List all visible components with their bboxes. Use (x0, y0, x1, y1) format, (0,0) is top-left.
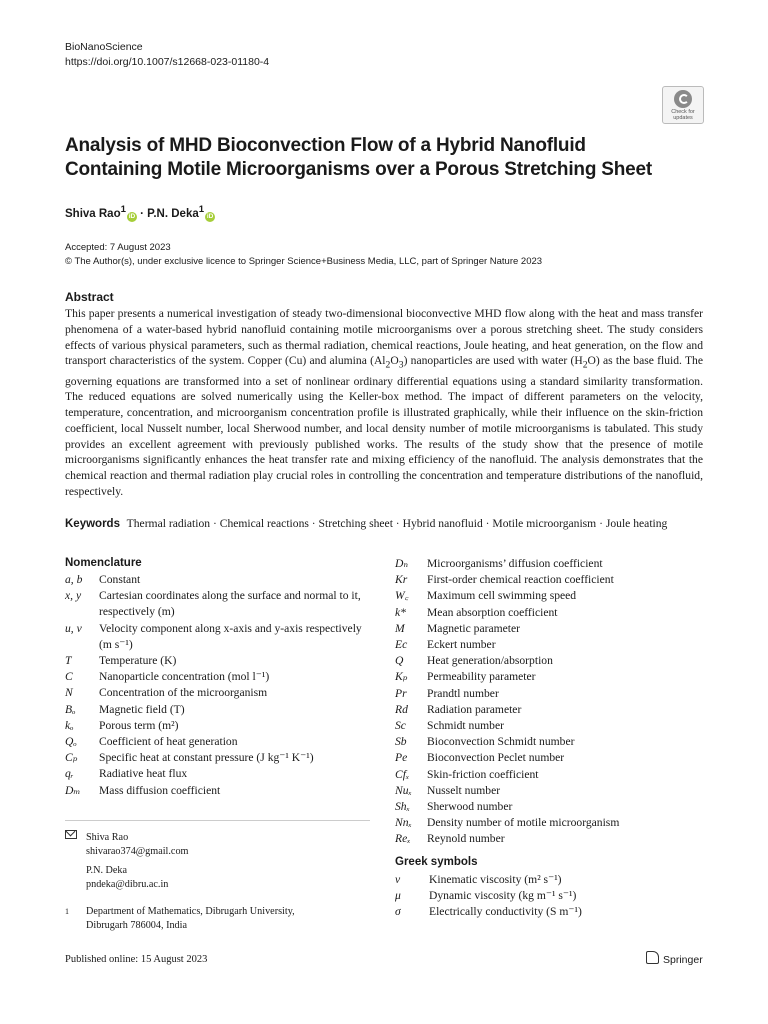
symbol: x, y (65, 589, 82, 603)
symbol-row (65, 572, 370, 588)
nomenclature-right-column (395, 556, 725, 848)
publisher-name: Springer (663, 954, 703, 966)
journal-name: BioNanoScience (65, 41, 143, 53)
symbol: Kₚ (395, 670, 408, 684)
symbol-definition: Bioconvection Schmidt number (427, 735, 575, 749)
published-online: Published online: 15 August 2023 (65, 954, 208, 965)
abstract-body (65, 306, 703, 500)
symbol: Q (395, 654, 404, 668)
symbol-definition: Porous term (m²) (99, 718, 179, 732)
symbol-row (65, 653, 370, 669)
symbol: N (65, 686, 73, 700)
symbol-definition: Radiation parameter (427, 702, 522, 716)
keywords-label: Keywords (65, 518, 120, 530)
symbol-definition: Eckert number (427, 638, 496, 652)
affiliation-number: 1 (65, 907, 69, 917)
symbol: Nuₓ (395, 783, 412, 797)
symbol-definition: Dynamic viscosity (kg m⁻¹ s⁻¹) (429, 889, 577, 903)
symbol-row (395, 702, 725, 718)
symbol: μ (395, 889, 401, 903)
symbol: Qₒ (65, 735, 77, 749)
symbol: Cfₓ (395, 767, 410, 781)
abstract-text: This paper presents a numerical investigation of steady two-dimensional bioconvective MHD flow along with the heat and mass transfer phenomena of a water-based hybrid nanofluid containing motile microorganisms over a porous stretching sheet. The study considers effects of various physical parameters, such as thermal radiation, chemical reactions, Joule heating, and heat generation, on the flow and transport characteristics of the system. Copper (Cu) and alumina (Al (65, 307, 703, 368)
symbol-row (65, 702, 370, 718)
symbol-definition: Electrically conductivity (S m⁻¹) (429, 905, 582, 919)
journal-header (65, 40, 269, 69)
symbol-row (395, 686, 725, 702)
symbol-definition: Skin-friction coefficient (427, 767, 539, 781)
symbol-row (395, 888, 725, 904)
greek-symbols-list (395, 872, 725, 921)
symbol-definition: Magnetic field (T) (99, 702, 185, 716)
symbol-definition: Concentration of the microorganism (99, 686, 268, 700)
author-list (65, 204, 215, 222)
symbol: Kr (395, 573, 408, 587)
symbol: W꜀ (395, 589, 409, 603)
symbol-row (65, 734, 370, 750)
symbol-row (395, 588, 725, 604)
symbol: σ (395, 905, 401, 919)
symbol-row (65, 750, 370, 766)
nomenclature-left-column (65, 572, 370, 799)
symbol-definition: Nanoparticle concentration (mol l⁻¹) (99, 670, 270, 684)
author-affiliation-sup: 1 (198, 204, 205, 215)
accepted-date: Accepted: 7 August 2023 (65, 242, 171, 253)
symbol: a, b (65, 573, 83, 586)
subscript: 3 (398, 359, 404, 371)
symbol-definition: Reynold number (427, 832, 505, 846)
symbol: Dₙ (395, 557, 409, 570)
symbol: Pr (395, 686, 407, 700)
symbol: qᵣ (65, 767, 74, 781)
symbol-row (395, 734, 725, 750)
symbol-definition: Temperature (K) (99, 654, 177, 668)
springer-horse-icon (646, 951, 659, 964)
abstract-text: ) nanoparticles are used with water (H (403, 354, 583, 368)
corresponding-author: Shiva Rao (86, 832, 129, 843)
author-separator: · (136, 207, 148, 220)
symbol-definition: Magnetic parameter (427, 621, 521, 635)
symbol-definition: Constant (99, 573, 141, 586)
keywords (65, 516, 703, 533)
symbol: Sb (395, 735, 407, 749)
symbol-definition: Velocity component along x-axis and y-axis respectively (m s⁻¹) (99, 621, 362, 651)
symbol-row (65, 685, 370, 701)
symbol-definition: Prandtl number (427, 686, 499, 700)
symbol-row (65, 783, 370, 799)
symbol-definition: Specific heat at constant pressure (J kg⁻¹ K⁻¹) (99, 751, 314, 765)
symbol: T (65, 654, 72, 668)
symbol-definition: Cartesian coordinates along the surface and normal to it, respectively (m) (99, 589, 361, 619)
symbol-row (395, 750, 725, 766)
symbol: Nnₓ (395, 816, 412, 830)
symbol-row (65, 718, 370, 734)
symbol-definition: Kinematic viscosity (m² s⁻¹) (429, 873, 562, 886)
symbol-row (395, 904, 725, 920)
correspondence-block (65, 830, 370, 933)
symbol: k* (395, 605, 406, 619)
author-affiliation-sup: 1 (120, 204, 126, 215)
symbol-row (395, 556, 725, 572)
symbol-definition: Mass diffusion coefficient (99, 783, 221, 797)
article-meta (65, 241, 542, 269)
symbol-definition: Maximum cell swimming speed (427, 589, 577, 603)
symbol-row (395, 767, 725, 783)
orcid-icon[interactable]: iD (128, 212, 136, 220)
symbol: C (65, 670, 73, 684)
symbol-definition: First-order chemical reaction coefficient (427, 573, 614, 587)
symbol-definition: Nusselt number (427, 783, 501, 797)
symbol-definition: Schmidt number (427, 719, 504, 733)
greek-symbols-heading: Greek symbols (395, 856, 478, 868)
symbol-definition: Radiative heat flux (99, 767, 188, 781)
symbol-definition: Microorganisms’ diffusion coefficient (427, 557, 603, 570)
author-name: Shiva Rao (65, 207, 121, 220)
coauthor-name: P.N. Deka (86, 865, 128, 877)
badge-line2: updates (673, 115, 693, 121)
symbol: Cₚ (65, 751, 78, 765)
copyright-notice: © The Author(s), under exclusive licence to Springer Science+Business Media, LLC, part of Springer Nature 2023 (65, 256, 543, 267)
symbol: Reₓ (395, 832, 411, 846)
symbol-row (65, 766, 370, 782)
symbol-row (395, 653, 725, 669)
footnote-divider (65, 820, 370, 821)
symbol: Sc (395, 719, 406, 733)
affiliation-line: Department of Mathematics, Dibrugarh University, (86, 906, 295, 918)
symbol-row (395, 605, 725, 621)
abstract-text: O) as the base fluid. The governing equations are transformed into a set of nonlinear ordinary differential equations using a standard similarity transformation. The reduced equations are solved numerically using the Keller-box method. The impact of different parameters on the velocity, temperature, concentration, and microorganism concentration profile is illustrated graphically, while their influence on the skin-friction coefficient, local Nusselt number, local Sherwood number, and local density number of motile microorganisms is tabulated. This study provides an excellent agreement with previously published works. The results of the study show that the presence of motile microorganisms significantly enhances the heat transfer rate and mixing efficiency of the nanofluid. The analysis demonstrates that the chemical reaction and thermal radiation play crucial roles in controlling the concentration and temperature distributions of the nanofluid, respectively. (65, 354, 704, 499)
symbol-definition: Mean absorption coefficient (427, 605, 558, 619)
symbol: Dₘ (65, 783, 81, 797)
symbol: Ec (395, 638, 408, 652)
symbol: kₒ (65, 718, 74, 732)
symbol: Bₒ (65, 702, 76, 716)
symbol: Shₓ (395, 800, 410, 814)
symbol: u, v (65, 621, 82, 635)
email-link[interactable]: shivarao374@gmail.com (86, 845, 189, 857)
symbol-definition: Bioconvection Peclet number (427, 751, 565, 765)
symbol-row (395, 815, 725, 831)
orcid-icon[interactable]: iD (206, 212, 214, 220)
symbol-row (395, 621, 725, 637)
symbol-row (395, 637, 725, 653)
symbol-row (65, 621, 370, 653)
email-link[interactable]: pndeka@dibru.ac.in (86, 878, 169, 890)
doi-link[interactable]: https://doi.org/10.1007/s12668-023-01180-4 (65, 55, 270, 68)
author-name: P.N. Deka (147, 207, 199, 220)
keywords-text: Thermal radiation · Chemical reactions · Stretching sheet · Hybrid nanofluid · Motile microorganism · Joule heating (126, 517, 668, 530)
subscript: 2 (385, 359, 391, 371)
check-updates-icon (674, 90, 692, 108)
affiliation (65, 905, 370, 932)
badge-line1: Check for (671, 109, 695, 115)
symbol-definition: Density number of motile microorganism (427, 816, 620, 830)
symbol: ν (395, 873, 401, 886)
symbol: Pe (395, 751, 408, 765)
symbol-row (395, 669, 725, 685)
symbol-definition: Heat generation/absorption (427, 654, 553, 668)
subscript: 2 (582, 359, 588, 371)
check-for-updates-badge[interactable] (662, 86, 704, 124)
publisher-logo (646, 951, 703, 966)
symbol-definition: Coefficient of heat generation (99, 735, 238, 749)
symbol: M (395, 621, 405, 635)
symbol-row (395, 831, 725, 847)
symbol-row (395, 572, 725, 588)
symbol-row (65, 588, 370, 620)
abstract-text: O (390, 354, 399, 368)
paper-title: Analysis of MHD Bioconvection Flow of a Hybrid Nanofluid Containing Motile Microorganisms over a Porous Stretching Sheet (65, 135, 653, 180)
symbol-definition: Sherwood number (427, 800, 513, 814)
symbol-row (65, 669, 370, 685)
abstract-heading: Abstract (65, 290, 114, 304)
symbol-row (395, 783, 725, 799)
symbol-definition: Permeability parameter (427, 670, 536, 684)
symbol-row (395, 718, 725, 734)
symbol: Rd (395, 702, 408, 716)
envelope-icon (65, 830, 77, 839)
symbol-row (395, 799, 725, 815)
affiliation-line: Dibrugarh 786004, India (86, 919, 188, 931)
nomenclature-heading: Nomenclature (65, 557, 142, 569)
symbol-row (395, 872, 725, 888)
